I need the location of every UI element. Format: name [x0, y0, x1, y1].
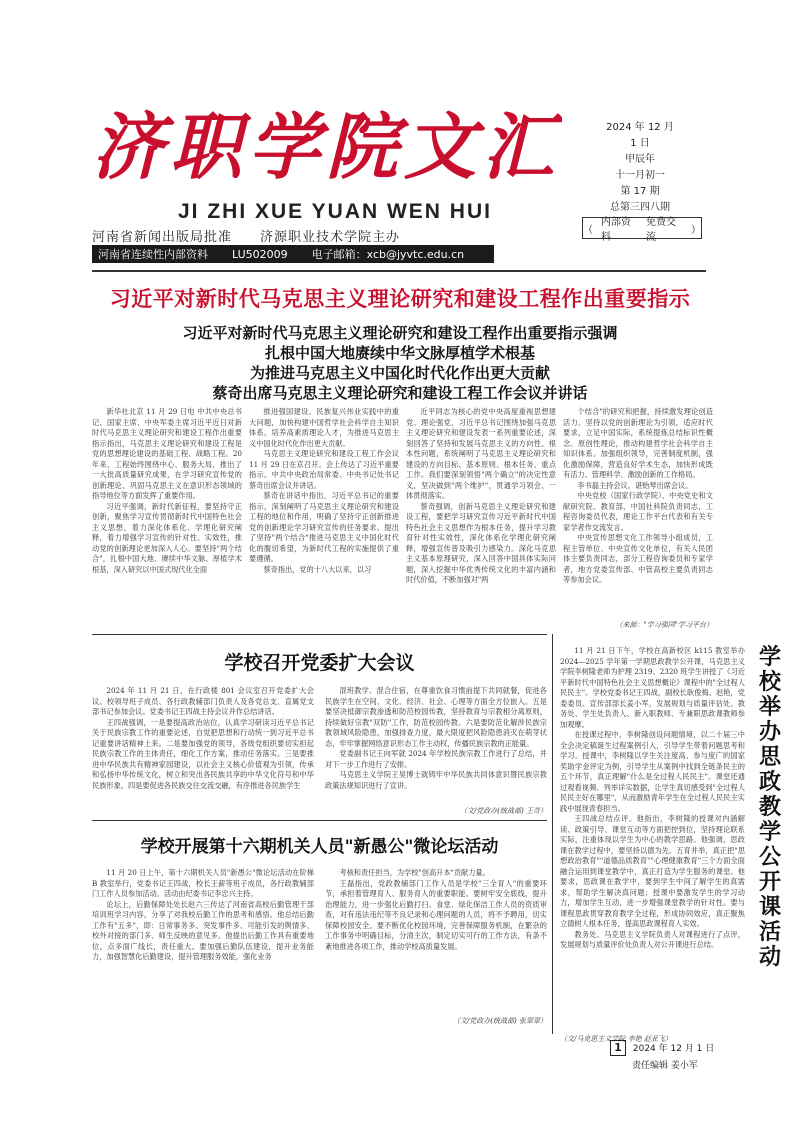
masthead-char: 学 — [248, 104, 321, 188]
paragraph: 中央党校（国家行政学院）、中央党史和文献研究院、教育部、中国社科院负责同志，工程咨询委员代表，理论工作平台代表和有关专家学者作交流发言。 — [563, 491, 713, 532]
paragraph: 蔡奇在讲话中指出，习近平总书记的重要指示，深刻阐明了马克思主义理论研究和建设工程的地位和作用，明确了坚持守正创新推进党的创新理论学习研究宣传的任务要求。提出了坚持"两个结合"推进马克思主义中国化时代化的腹切希望，为新时代工程的实施提供了重要遵循。 — [249, 491, 399, 563]
subheadlines — [0, 323, 800, 403]
issue-ganzhi: 甲辰年 — [625, 154, 655, 165]
footer-editor: 责任编辑 姜小军 — [632, 1061, 698, 1071]
article-column — [92, 686, 314, 814]
lead-article-credit: （来源："学习强国"学习平台） — [615, 621, 713, 629]
contact-email[interactable]: 电子邮箱：xcb@jyvtc.edu.cn — [311, 248, 465, 261]
approval-authority: 河南省新闻出版局批准 — [92, 230, 233, 245]
article-credit: （文/党政办(统战部) 张翠翠） — [452, 1017, 547, 1025]
page-footer — [610, 1040, 780, 1071]
subheadline: 扎根中国大地赓续中华文脉厚植学术根基 — [264, 344, 535, 362]
internal-label: 内部资料 — [601, 217, 631, 243]
masthead-logo — [92, 96, 562, 188]
paragraph: 王四战总结点评。他指出，李树隆的授课对内涵解读、政策引导、课堂互动等方面把控到位，坚持理论联系实际，注重体现以学生为中心的教学思路。他强调，思政课在教学过程中，要坚持以德为先、五育并举，真正把"思想政治教育""道德品质教育""心理健康教育"三个方面全面融合运用到课堂教学中，真正打造为学生服务的课堂。他要求，思政课在教学中，要到学生中间了解学生的真需求，帮助学生解决真问题；授课中要激发学生的学习动力，增加学生互动，进一步增强课堂教学的针对性。要与课程思政贯穿教育教学全过程，形成协同效应，真正聚焦立德树人根本任务，提高思政课程育人实效。 — [560, 814, 745, 928]
paragraph: 11 月 20 日上午，第十六期机关人员"新愚公"微论坛活动在阶梯 B 教室举行，党委书记王四战，校长王薪等班子成员，各行政教辅部门工作人员参加活动。活动由纪委书记李忠兴主持。 — [92, 868, 314, 898]
paragraph: 王磊指出，党政教辅部门工作人员是学校"三全育人"的重要环节，承担着管理育人、服务育人的重要职能。要树牢安全底线，提升治理能力，进一步强化后勤打扫、食堂、绿化保洁工作人员的资质审查，对有违法违纪等不良记录和心理问题的人员，将不予聘用，切实保障校园安全。要不断优化校园环境，完善保障服务机制，在繁杂的工作事务中明确目标，分清主次，制定切实可行的工作方法，有条不紊地推进各项工作，推动学校高质量发展。 — [325, 878, 547, 951]
subheadline: 蔡奇出席马克思主义理论研究和建设工程工作会议并讲话 — [212, 384, 588, 402]
issue-day: 1 日 — [630, 138, 650, 149]
article-column — [325, 686, 547, 806]
article-column — [560, 646, 745, 1031]
paragraph: 考核和责任担当，为学校"创高升本"贡献力量。 — [339, 868, 490, 877]
issue-total: 总第三四八期 — [610, 202, 670, 213]
masthead-char: 院 — [326, 104, 399, 188]
masthead-char: 文 — [404, 104, 477, 188]
masthead-char: 济 — [92, 104, 165, 188]
subheadline: 为推进马克思主义中国化时代化作出更大贡献 — [249, 364, 550, 382]
vertical-article-title: 学校举办思政教学公开课活动 — [758, 645, 781, 970]
free-label: 免费交流 — [646, 217, 676, 243]
paragraph: 马克思主义理论研究和建设工程工作会议 11 月 29 日在京召开。会上传达了习近平重要指示。中共中央政治局常委、中央书记处书记蔡奇出席会议并讲话。 — [249, 449, 399, 490]
registration-bar — [92, 245, 494, 263]
page-number: 1 — [610, 1040, 626, 1056]
masthead-char: 汇 — [482, 104, 555, 188]
main-headline: 习近平对新时代马克思主义理论研究和建设工程作出重要指示 — [109, 287, 691, 311]
registration-serial: LU502009 — [232, 247, 288, 261]
paragraph: 习近平强调，新时代新征程，要坚持守正创新，聚焦学习宣传贯彻新时代中国特色社会主义思想，着力深化体系化、学理化研究阐释，着力增强学习宣传的针对性、实效性，推动党的创新理论更加深入人心。要坚持"两个结合"，扎根中国大地、赓续中华文脉、厚植学术根基，深入研究以中国式现代化全面 — [92, 501, 242, 574]
distribution-box: （ 内部资料 免费交流 ） — [582, 217, 702, 239]
paragraph: 李书磊主持会议。谌贻琴出席会议。 — [577, 480, 693, 490]
masthead-divider — [92, 270, 706, 272]
paragraph: 个结合"的研究和把握，持续激发理论创造活力。坚持以党的创新理论为引领，适应时代要求，立足中国实际，系统提炼总结标识性概念、原创性理论，推动构建哲学社会科学自主知识体系。加强组织领导，完善制度机制，强化激励保障，营造良好学术生态，加快形成既有活力、管理科学、激励创新的工作格局。 — [563, 407, 713, 479]
column-divider — [552, 634, 553, 1034]
article-column — [92, 868, 314, 1020]
masthead-pinyin: JI ZHI XUE YUAN WEN HUI — [178, 200, 492, 223]
article-column — [325, 868, 547, 1010]
paragraph: 论坛上，后勤保障处处长赵六三传达了河南省高校后勤管理干部培训班学习内容，分享了对我校后勤工作的思考和感悟。他总结后勤工作有"五多"，即：日常事务多、突发事件多、可能引发的舆情多、校外对接的部门多、师生反映的意见多。他提出后勤工作具有重要地位，点多面广线长，责任重大。要加强后勤队伍建设，提升业务能力，加强智慧化后勤建设，提升管理服务效能，强化业务 — [92, 899, 314, 961]
footer-date: 2024 年 12 月 1 日 — [632, 1044, 715, 1054]
paragraph: 推进强国建设、民族复兴伟业实践中的重大问题，加快构建中国哲学社会科学自主知识体系，培养高素质理论人才，为推进马克思主义中国化时代化作出更大贡献。 — [249, 407, 399, 448]
section-divider — [92, 820, 547, 821]
lead-article-column — [92, 407, 242, 629]
paragraph: 党委副书记王向军就 2024 年学校民族宗教工作进行了总结，并对下一步工作进行了安排。 — [325, 749, 547, 769]
paragraph: 在授课过程中，李树隆创设问题情境，以二十届三中全会决定稿诞生过程案例引入，引导学生带着问题思考和学习。授课中，李树隆以学生关注度高、参与度广的国家奖助学金评定为例，引导学生从案例中找到全链条民主的五个环节，真正理解"什么是全过程人民民主"。课堂还通过观看视频、列举详实数据，让学生真切感受到"全过程人民民主好在哪里"，从而激励青年学生在全过程人民民主实践中展现青春担当。 — [560, 730, 745, 813]
paragraph: 2024 年 11 月 21 日，在行政楼 801 会议室召开党委扩大会议。校领导班子成员、各行政教辅部门负责人及各党总支、直属党支部书记参加会议。党委书记王四战主持会议并作总结讲话。 — [92, 686, 314, 716]
article-title: 学校召开党委扩大会议 — [224, 652, 415, 674]
issue-lunar: 十一月初一 — [615, 170, 665, 181]
issue-number: 第 17 期 — [620, 186, 660, 197]
section-divider — [92, 634, 547, 635]
paragraph: 混班教学、混合住宿，在尊重饮食习惯前提下共同就餐，促进各民族学生在空间、文化、经济、社会、心理等方面全方位嵌入。五是要坚决抵御宗教渗透和防范校园传教，坚持教育与宗教相分离原则，持续做好宗教"双防"工作，防范校园传教。六是要防范化解涉民族宗教领域风险隐患，加强排查力度，最大限度把风险隐患消灭在萌芽状态，牢牢掌握网络意识形态工作主动权，传播民族宗教的正能量。 — [325, 686, 547, 748]
subheadline: 习近平对新时代马克思主义理论研究和建设工程作出重要指示强调 — [182, 324, 618, 342]
paragraph: 11 月 21 日下午，学校在高新校区 k115 教室举办 2024—2025 学年第一学期思政教学公开课，马克思主义学院李树隆老师为护理 2319、2320 班学生讲授了《习近平新时代中国特色社会主义思想概论》课程中的"全过程人民民主"。学校党委书记王四战，副校长耿俊梅、赵艳，党委委员、宣传部部长姜小军，发展规划与质量评估处、教务处、学生处负责人、新入职教师、专兼职思政课教师参加观摩。 — [560, 646, 745, 729]
lead-article-column — [406, 407, 556, 629]
article-title: 学校开展第十六期机关人员"新愚公"微论坛活动 — [140, 837, 499, 857]
article-credit: （文/党政办(统战部) 王奇） — [459, 807, 547, 815]
issue-year-month: 2024 年 12 月 — [606, 122, 674, 133]
paragraph: 王四战强调，一是要提高政治站位，认真学习研读习近平总书记关于民族宗教工作的重要论述，自觉把思想和行动统一到习近平总书记重要讲话精神上来。二是要加强党的领导，各级党组织要切实担起民族宗教工作的主体责任，细化工作方案，推动任务落实。三是要推进中华民族共有精神家园建设，以社会主义核心价值观为引领，传承和弘扬中华传统文化，树立和突出各民族共享的中华文化符号和中华民族形象。四是要促进各民族交往交流交融，有序推进各民族学生 — [92, 717, 314, 790]
paragraph: 近平同志为核心的党中央高度重视思想建党、理论强党，习近平总书记围绕加强马克思主义理论研究和建设发表一系列重要论述，深刻回答了坚持和发展马克思主义的方向性、根本性问题，系统阐明了马克思主义理论研究和建设的方向目标、基本原则、根本任务、重点工作。我们要深刻领悟"两个确立"的决定性意义，坚决做到"两个维护"，贯通学习领会、一体贯彻落实。 — [406, 407, 556, 500]
paragraph: 蔡奇强调，创新马克思主义理论研究和建设工程，要把学习研究宣传习近平新时代中国特色社会主义思想作为根本任务，提升学习教育针对性实效性，深化体系化学理化研究阐释，增强宣传普及吸引力感染力。深化马克思主义基本原理研究，深入回答中国具体实际问题，深入挖掘中华优秀传统文化的丰富内涵和时代价值，不断加强对"两 — [406, 501, 556, 584]
paragraph: 马克思主义学院王昊博士就铸牢中华民族共同体意识暨民族宗教政策法规知识进行了宣讲。 — [325, 770, 547, 790]
lead-article-column — [249, 407, 399, 629]
paragraph: 新华社北京 11 月 29 日电 中共中央总书记、国家主席、中央军委主席习近平近日对新时代马克思主义理论研究和建设工程作出重要指示指出，马克思主义理论研究和建设工程是党的思想理论建设的基础工程、战略工程。20年来，工程始终围绕中心、服务大局，推出了一大批高质量研究成果，在学习研究宣传党的创新理论、巩固马克思主义在意识形态领域的指导地位等方面发挥了重要作用。 — [92, 407, 242, 500]
issue-date-block — [590, 120, 690, 216]
approval-line — [92, 226, 592, 245]
masthead-char: 职 — [170, 104, 243, 188]
publisher: 济源职业技术学院主办 — [260, 230, 401, 245]
article-credit: （文/马克思主义学院 李艳 赵亚飞） — [560, 1035, 672, 1043]
lead-article-column — [563, 407, 713, 619]
paragraph: 教务处、马克思主义学院负责人对课程进行了点评，发展规划与质量评价处负责人对公开课进行总结。 — [560, 929, 745, 949]
paragraph: 蔡奇指出，党的十八大以来，以习 — [263, 564, 372, 574]
registration-label: 河南省连续性内部资料 — [98, 248, 208, 261]
paragraph: 中央宣传思想文化工作领导小组成员，工程主管单位、中央宣传文化单位，有关人民团体主要负责同志，部分工程咨询委员和专家学者，地方党委宣传部、中管高校主要负责同志等参加会议。 — [563, 533, 713, 584]
